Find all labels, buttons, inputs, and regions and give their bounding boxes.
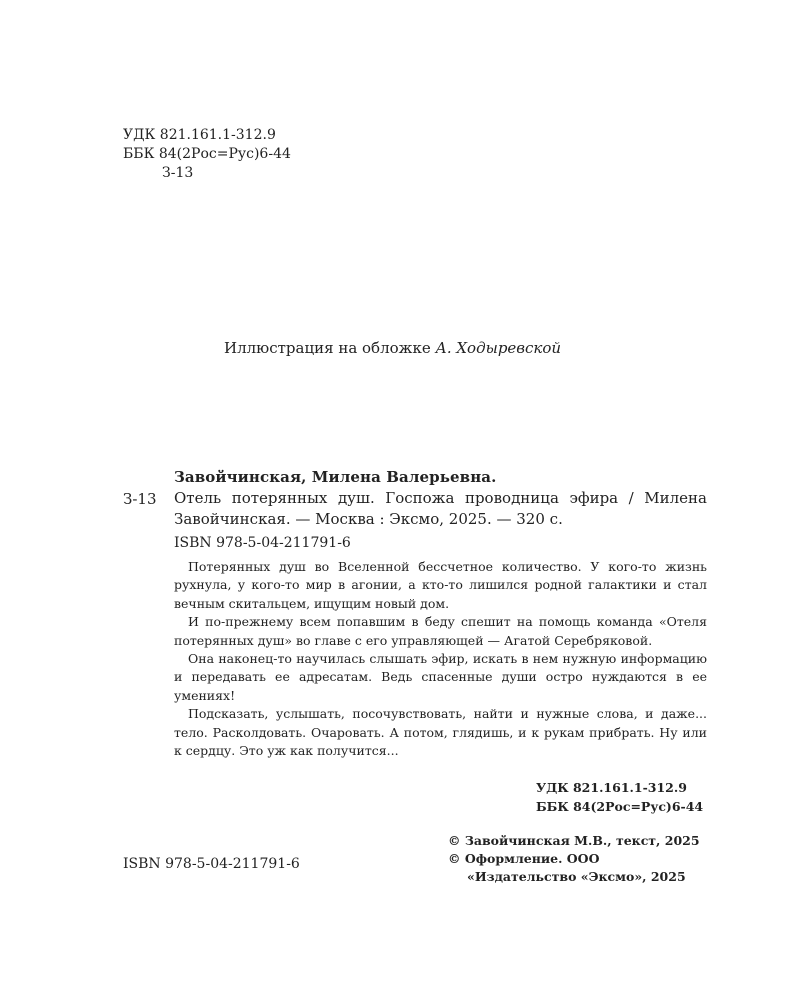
illustration-credit (224, 339, 561, 357)
copyright-block (448, 832, 700, 886)
classification-block (123, 126, 291, 183)
illustration-prefix: Иллюстрация на обложке (224, 339, 431, 357)
annotation-paragraph: Подсказать, услышать, посочувствовать, найти и нужные слова, и даже... тело. Расколдовать. Очаровать. А потом, глядишь, и к рукам прибрать. Ну или к сердцу. Это уж как получится... (174, 706, 707, 759)
annotation-paragraph: Потерянных душ во Вселенной бессчетное количество. У кого-то жизнь рухнула, у кого-то мир в агонии, а кто-то лишился родной галактики и стал вечным скитальцем, ищущим новый дом. (174, 559, 707, 611)
udk-code-right: УДК 821.161.1-312.9 (536, 780, 687, 795)
copyright-line-text: © Завойчинская М.В., текст, 2025 (448, 833, 700, 848)
annotation-paragraph: И по-прежнему всем попавшим в беду спешит на помощь команда «Отеля потерянных душ» во главе с его управляющей — Агатой Серебряковой. (174, 614, 707, 648)
udk-code: УДК 821.161.1-312.9 (123, 127, 276, 143)
annotation (174, 558, 707, 760)
bibliographic-code: З-13 (123, 490, 157, 508)
illustration-artist: А. Ходыревской (435, 339, 562, 357)
bibliographic-description: Отель потерянных душ. Госпожа проводница эфира / Милена Завойчинская. — Москва : Эксмо, 2025. — 320 с. (174, 489, 707, 528)
copyright-line-publisher: «Издательство «Эксмо», 2025 (467, 869, 686, 884)
isbn-bottom: ISBN 978-5-04-211791-6 (123, 856, 300, 872)
bbk-code: ББК 84(2Рос=Рус)6-44 (123, 146, 291, 162)
author-heading: Завойчинская, Милена Валерьевна. (174, 468, 497, 486)
bbk-code-right: ББК 84(2Рос=Рус)6-44 (536, 799, 704, 814)
copyright-line-design: © Оформление. ООО (448, 851, 600, 866)
classification-right (536, 778, 703, 816)
isbn-record: ISBN 978-5-04-211791-6 (174, 535, 351, 551)
author-mark: З-13 (162, 165, 194, 181)
annotation-paragraph: Она наконец-то научилась слышать эфир, искать в нем нужную информацию и передавать ее адресатам. Ведь спасенные души остро нуждаются в ее умениях! (174, 651, 707, 703)
